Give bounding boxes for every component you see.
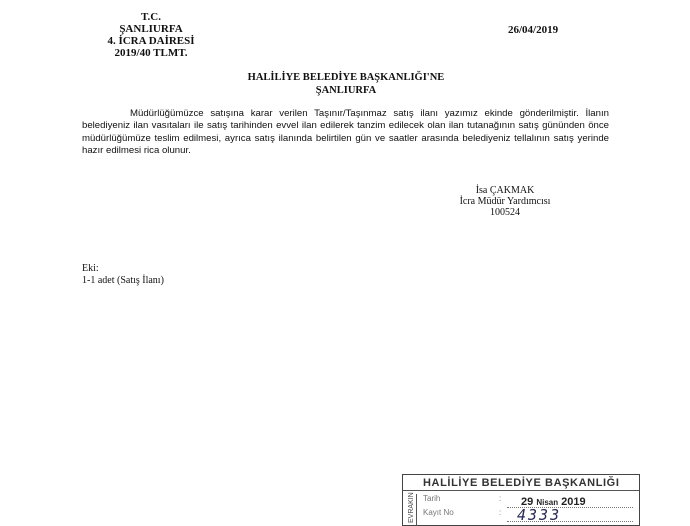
body-text: Müdürlüğümüzce satışına karar verilen Taşınır/Taşınmaz satış ilanı yazımız ekinde gönderilmiştir. İlanın belediyeniz ilan vasıtaları ile satış tarihinden evvel ilan edilerek tanzim edilecek olan ilan tutanağının satış gününden önce müdürlüğümüze teslim edilmesi, ayrıca satış ilanında belirtilen gün ve saatler arasında belediyeniz tellalının satış yerinde hazır edilmesi rica olunur. — [82, 108, 609, 157]
stamp-date-year: 2019 — [561, 496, 586, 508]
annex-item: 1-1 adet (Satış İlanı) — [82, 275, 164, 286]
header-city: ŞANLIURFA — [119, 23, 183, 35]
issuer-header — [60, 11, 242, 59]
stamp-number-handwritten: 4333 — [517, 506, 562, 524]
recipient — [200, 71, 492, 97]
header-tc: T.C. — [141, 11, 161, 23]
stamp-date-day: 29 — [521, 496, 534, 508]
signer-number: 100524 — [490, 207, 520, 218]
stamp-date-separator: : — [499, 494, 502, 503]
annex-label: Eki: — [82, 263, 99, 274]
signer-name: İsa ÇAKMAK — [475, 185, 535, 196]
document-date: 26/04/2019 — [508, 24, 559, 36]
stamp-number-label: Kayıt No — [423, 508, 454, 517]
recipient-city: ŞANLIURFA — [315, 85, 377, 96]
stamp-date-month: Nisan — [536, 498, 559, 507]
stamp-date-label: Tarih — [423, 494, 441, 503]
header-office: 4. İCRA DAİRESİ — [107, 35, 195, 47]
signature-block — [440, 185, 570, 218]
annex-block — [82, 263, 282, 287]
recipient-name: HALİLİYE BELEDİYE BAŞKANLIĞI'NE — [247, 72, 445, 83]
stamp-number-line — [507, 521, 633, 522]
registration-stamp — [402, 474, 640, 526]
header-file-number: 2019/40 TLMT. — [114, 47, 188, 59]
stamp-side-label: EVRAKIN — [408, 492, 415, 523]
stamp-number-separator: : — [499, 508, 502, 517]
body-paragraph — [82, 108, 609, 158]
stamp-side-column — [403, 494, 417, 525]
signer-title: İcra Müdür Yardımcısı — [459, 196, 551, 207]
stamp-title: HALİLİYE BELEDİYE BAŞKANLIĞI — [403, 475, 639, 491]
